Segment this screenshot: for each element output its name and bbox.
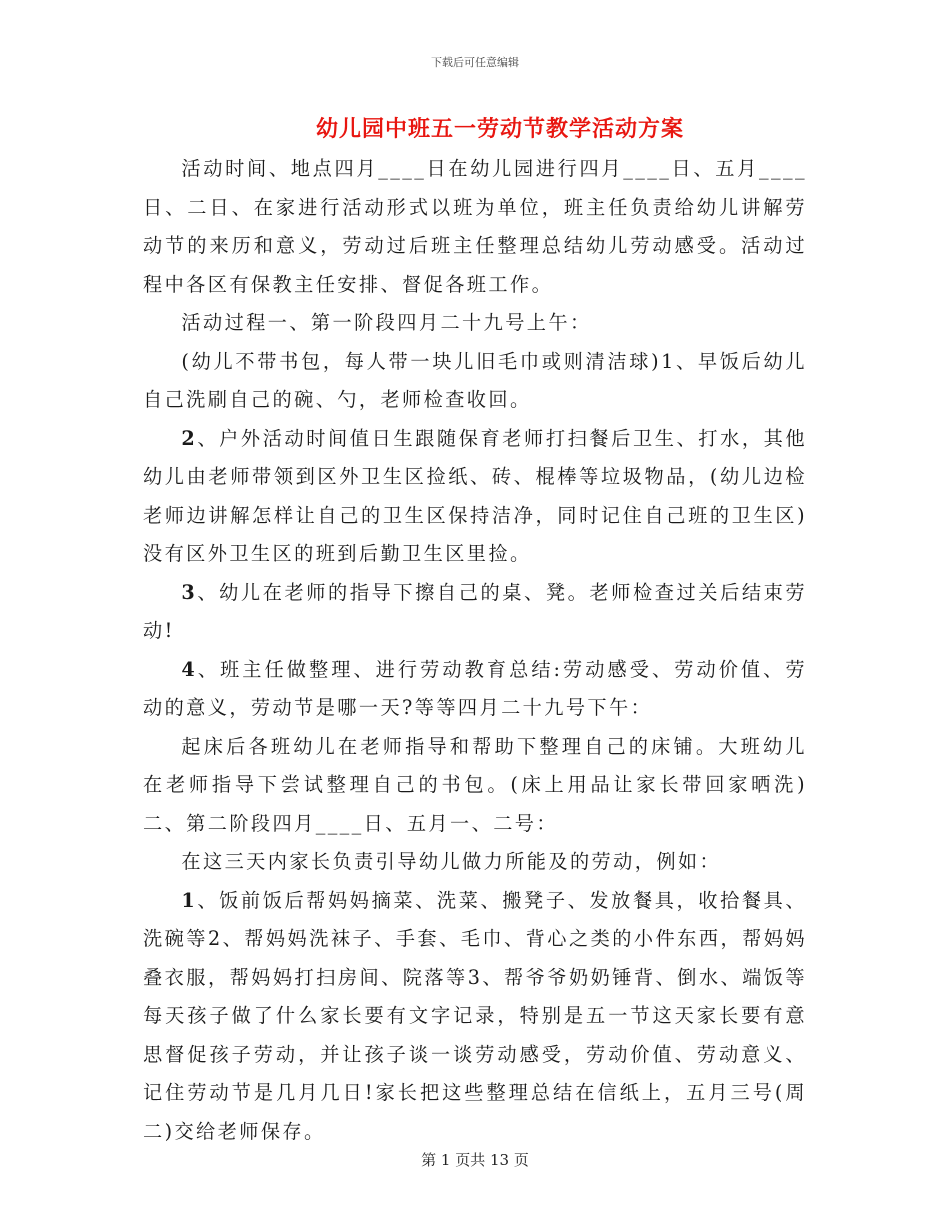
paragraph-stage-one-heading: 活动过程一、第一阶段四月二十九号上午： — [181, 311, 592, 334]
paragraph-intro: 活动时间、地点四月____日在幼儿园进行四月____日、五月____日、二日、在家进行活动形式以班为单位，班主任负责给幼儿讲解劳动节的来历和意义，劳动过后班主任整理总结幼儿劳动感受。活动过程中各区有保教主任安排、督促各班工作。 — [143, 157, 807, 296]
page-number: 第 1 页共 13 页 — [421, 1151, 529, 1169]
document-title: 幼儿园中班五一劳动节教学活动方案 — [315, 116, 684, 142]
paragraph-step-2: 2、户外活动时间值日生跟随保育老师打扫餐后卫生、打水，其他幼儿由老师带领到区外卫生区捡纸、砖、棍棒等垃圾物品，(幼儿边检老师边讲解怎样让自己的卫生区保持洁净，同时记住自己班的卫生区)没有区外卫生区的班到后勤卫生区里捡。 — [143, 426, 807, 565]
paragraph-home-tasks: 1、饭前饭后帮妈妈摘菜、洗菜、搬凳子、发放餐具，收拾餐具、洗碗等2、帮妈妈洗袜子、手套、毛巾、背心之类的小件东西，帮妈妈叠衣服，帮妈妈打扫房间、院落等3、帮爷爷奶奶锤背、倒水、端饭等每天孩子做了什么家长要有文字记录，特别是五一节这天家长要有意思督促孩子劳动，并让孩子谈一谈劳动感受，劳动价值、劳动意义、记住劳动节是几月几日!家长把这些整理总结在信纸上，五月三号(周二)交给老师保存。 — [143, 888, 807, 1143]
paragraph-step-1: (幼儿不带书包，每人带一块儿旧毛巾或则清洁球)1、早饭后幼儿自己洗刷自己的碗、勺，老师检查收回。 — [143, 349, 807, 411]
document-body — [143, 150, 807, 1151]
paragraph-stage-two-intro: 在这三天内家长负责引导幼儿做力所能及的劳动，例如： — [181, 850, 722, 873]
paragraph-step-4: 4、班主任做整理、进行劳动教育总结:劳动感受、劳动价值、劳动的意义，劳动节是哪一天?等等四月二十九号下午： — [143, 657, 807, 719]
paragraph-step-3: 3、幼儿在老师的指导下擦自己的桌、凳。老师检查过关后结束劳动! — [143, 580, 807, 642]
download-note: 下载后可任意编辑 — [431, 56, 519, 69]
paragraph-afternoon: 起床后各班幼儿在老师指导和帮助下整理自己的床铺。大班幼儿在老师指导下尝试整理自己的书包。(床上用品让家长带回家晒洗)二、第二阶段四月____日、五月一、二号： — [143, 734, 807, 835]
